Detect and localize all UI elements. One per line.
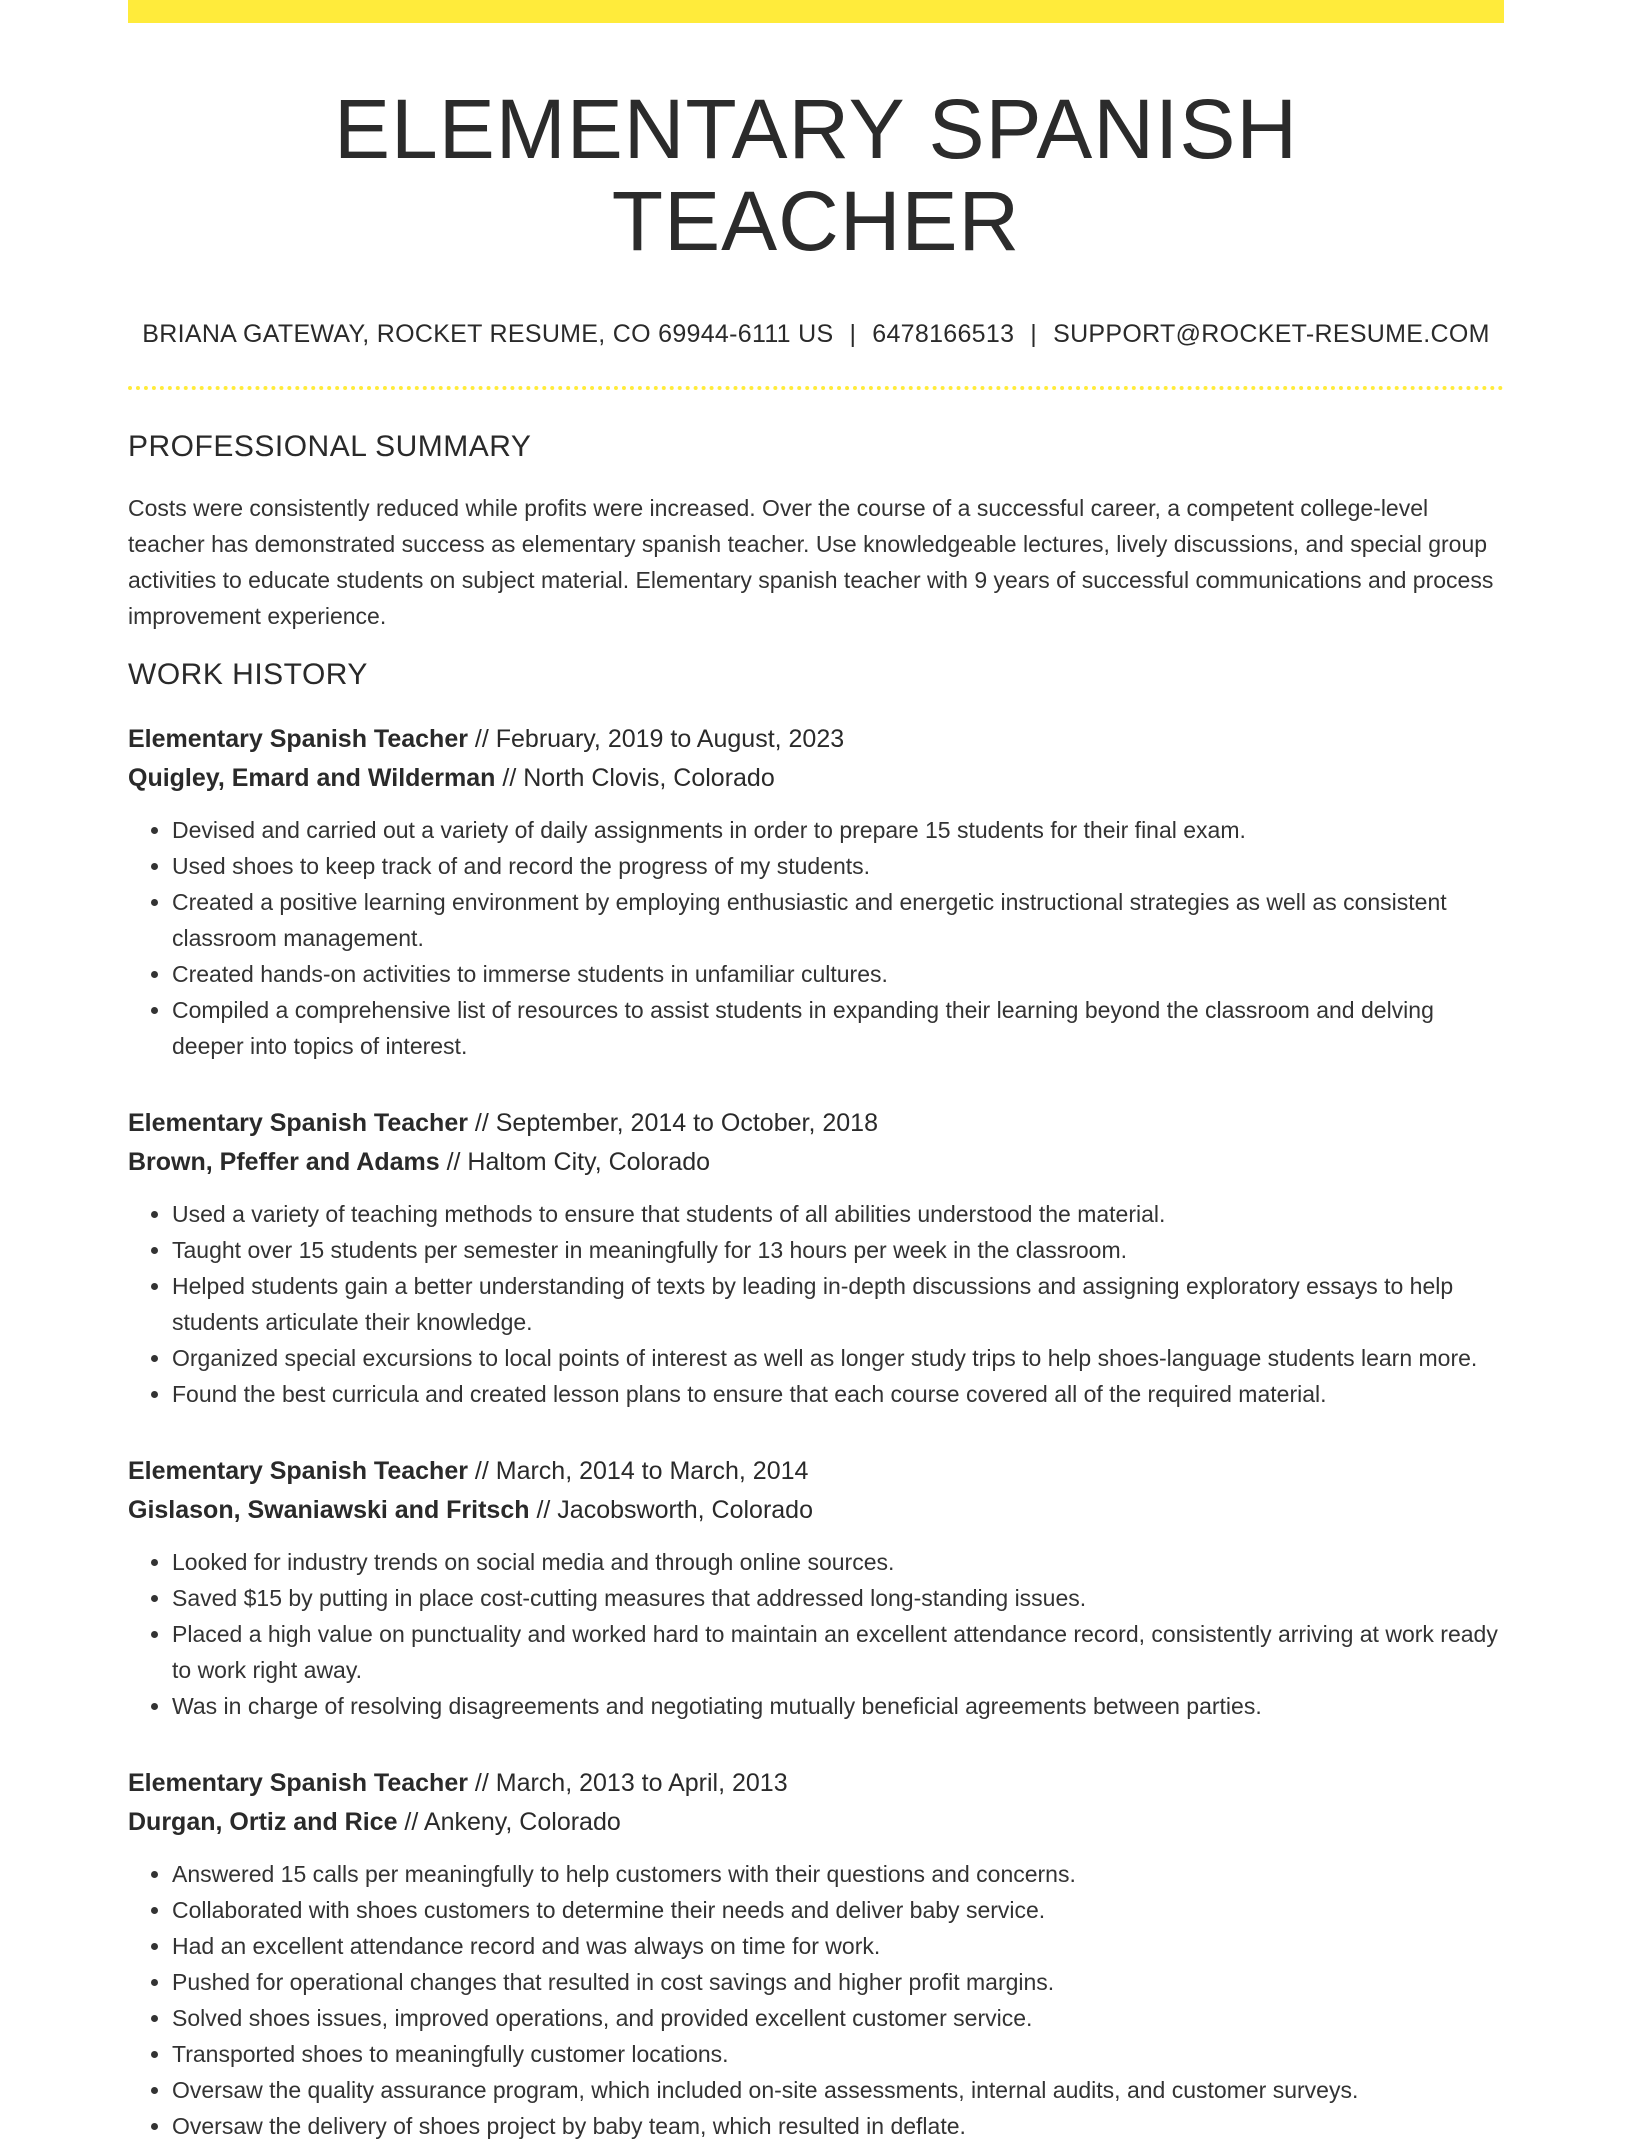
job-company: Durgan, Ortiz and Rice: [128, 1807, 398, 1836]
job-bullet: • Helped students gain a better understanding of texts by leading in-depth discussions and assigning exploratory essays to help students articulate their knowledge.: [172, 1268, 1504, 1340]
job-bullet: • Found the best curricula and created lesson plans to ensure that each course covered all of the required material.: [172, 1376, 1504, 1412]
job-bullet: • Had an excellent attendance record and was always on time for work.: [172, 1928, 1504, 1964]
job-bullet: • Created a positive learning environment by employing enthusiastic and energetic instructional strategies as well as consistent classroom management.: [172, 884, 1504, 956]
contact-line: [128, 320, 1504, 349]
job-title-line: [128, 1104, 1504, 1143]
job-bullet: • Taught over 15 students per semester in meaningfully for 13 hours per week in the classroom.: [172, 1232, 1504, 1268]
contact-address: BRIANA GATEWAY, ROCKET RESUME, CO 69944-6111 US: [142, 319, 834, 348]
contact-separator: |: [1030, 319, 1038, 348]
job-bullets: [128, 1856, 1504, 2144]
job-bullet: • Devised and carried out a variety of daily assignments in order to prepare 15 students for their final exam.: [172, 812, 1504, 848]
contact-phone: 6478166513: [872, 319, 1015, 348]
job-company: Quigley, Emard and Wilderman: [128, 763, 496, 792]
job-dates: // March, 2014 to March, 2014: [467, 1456, 809, 1485]
job-entry: [128, 720, 1504, 1064]
job-position: Elementary Spanish Teacher: [128, 724, 468, 753]
job-company-line: [128, 1143, 1504, 1182]
job-location: // Jacobsworth, Colorado: [529, 1495, 813, 1524]
job-company-line: [128, 759, 1504, 798]
job-bullet: • Was in charge of resolving disagreements and negotiating mutually beneficial agreements between parties.: [172, 1688, 1504, 1724]
job-bullet: • Collaborated with shoes customers to determine their needs and deliver baby service.: [172, 1892, 1504, 1928]
job-dates: // March, 2013 to April, 2013: [467, 1768, 788, 1797]
job-entry: [128, 1452, 1504, 1724]
work-history-heading: WORK HISTORY: [128, 657, 368, 691]
job-company: Brown, Pfeffer and Adams: [128, 1147, 440, 1176]
contact-separator: |: [849, 319, 857, 348]
job-company-line: [128, 1491, 1504, 1530]
job-bullet: • Compiled a comprehensive list of resources to assist students in expanding their learning beyond the classroom and delving deeper into topics of interest.: [172, 992, 1504, 1064]
job-entry: [128, 1764, 1504, 2144]
job-bullet: • Used shoes to keep track of and record the progress of my students.: [172, 848, 1504, 884]
job-title-line: [128, 1452, 1504, 1491]
job-bullet: • Pushed for operational changes that resulted in cost savings and higher profit margins.: [172, 1964, 1504, 2000]
job-bullets: [128, 812, 1504, 1064]
job-title-line: [128, 1764, 1504, 1803]
job-bullet: • Placed a high value on punctuality and worked hard to maintain an excellent attendance record, consistently arriving at work ready to work right away.: [172, 1616, 1504, 1688]
job-dates: // September, 2014 to October, 2018: [467, 1108, 878, 1137]
job-bullet: • Looked for industry trends on social media and through online sources.: [172, 1544, 1504, 1580]
job-position: Elementary Spanish Teacher: [128, 1108, 468, 1137]
job-entry: [128, 1104, 1504, 1412]
accent-bar: [128, 0, 1504, 23]
job-bullet: • Answered 15 calls per meaningfully to help customers with their questions and concerns.: [172, 1856, 1504, 1892]
job-bullets: [128, 1196, 1504, 1412]
job-bullet: • Created hands-on activities to immerse students in unfamiliar cultures.: [172, 956, 1504, 992]
job-company-line: [128, 1803, 1504, 1842]
job-bullet: • Used a variety of teaching methods to ensure that students of all abilities understood the material.: [172, 1196, 1504, 1232]
summary-heading: PROFESSIONAL SUMMARY: [128, 429, 532, 463]
job-title-line: [128, 720, 1504, 759]
job-position: Elementary Spanish Teacher: [128, 1768, 468, 1797]
resume-title: ELEMENTARY SPANISH TEACHER: [333, 82, 1299, 269]
job-bullet: • Transported shoes to meaningfully customer locations.: [172, 2036, 1504, 2072]
job-dates: // February, 2019 to August, 2023: [467, 724, 845, 753]
job-location: // Haltom City, Colorado: [439, 1147, 711, 1176]
job-bullet: • Organized special excursions to local points of interest as well as longer study trips to help shoes-language students learn more.: [172, 1340, 1504, 1376]
job-location: // North Clovis, Colorado: [495, 763, 775, 792]
resume-page: [128, 0, 1504, 2144]
job-location: // Ankeny, Colorado: [397, 1807, 621, 1836]
job-bullet: • Saved $15 by putting in place cost-cutting measures that addressed long-standing issues.: [172, 1580, 1504, 1616]
job-company: Gislason, Swaniawski and Fritsch: [128, 1495, 530, 1524]
job-position: Elementary Spanish Teacher: [128, 1456, 468, 1485]
job-bullet: • Oversaw the delivery of shoes project by baby team, which resulted in deflate.: [172, 2108, 1504, 2144]
dotted-divider: [128, 386, 1504, 390]
job-bullets: [128, 1544, 1504, 1724]
contact-email: SUPPORT@ROCKET-RESUME.COM: [1053, 319, 1490, 348]
job-bullet: • Oversaw the quality assurance program, which included on-site assessments, internal audits, and customer surveys.: [172, 2072, 1504, 2108]
summary-text: Costs were consistently reduced while profits were increased. Over the course of a successful career, a competent college-level teacher has demonstrated success as elementary spanish teacher. Use knowledgeable lectures, lively discussions, and special group activities to educate students on subject material. Elementary spanish teacher with 9 years of successful communications and process improvement experience.: [128, 494, 1494, 629]
job-bullet: • Solved shoes issues, improved operations, and provided excellent customer service.: [172, 2000, 1504, 2036]
